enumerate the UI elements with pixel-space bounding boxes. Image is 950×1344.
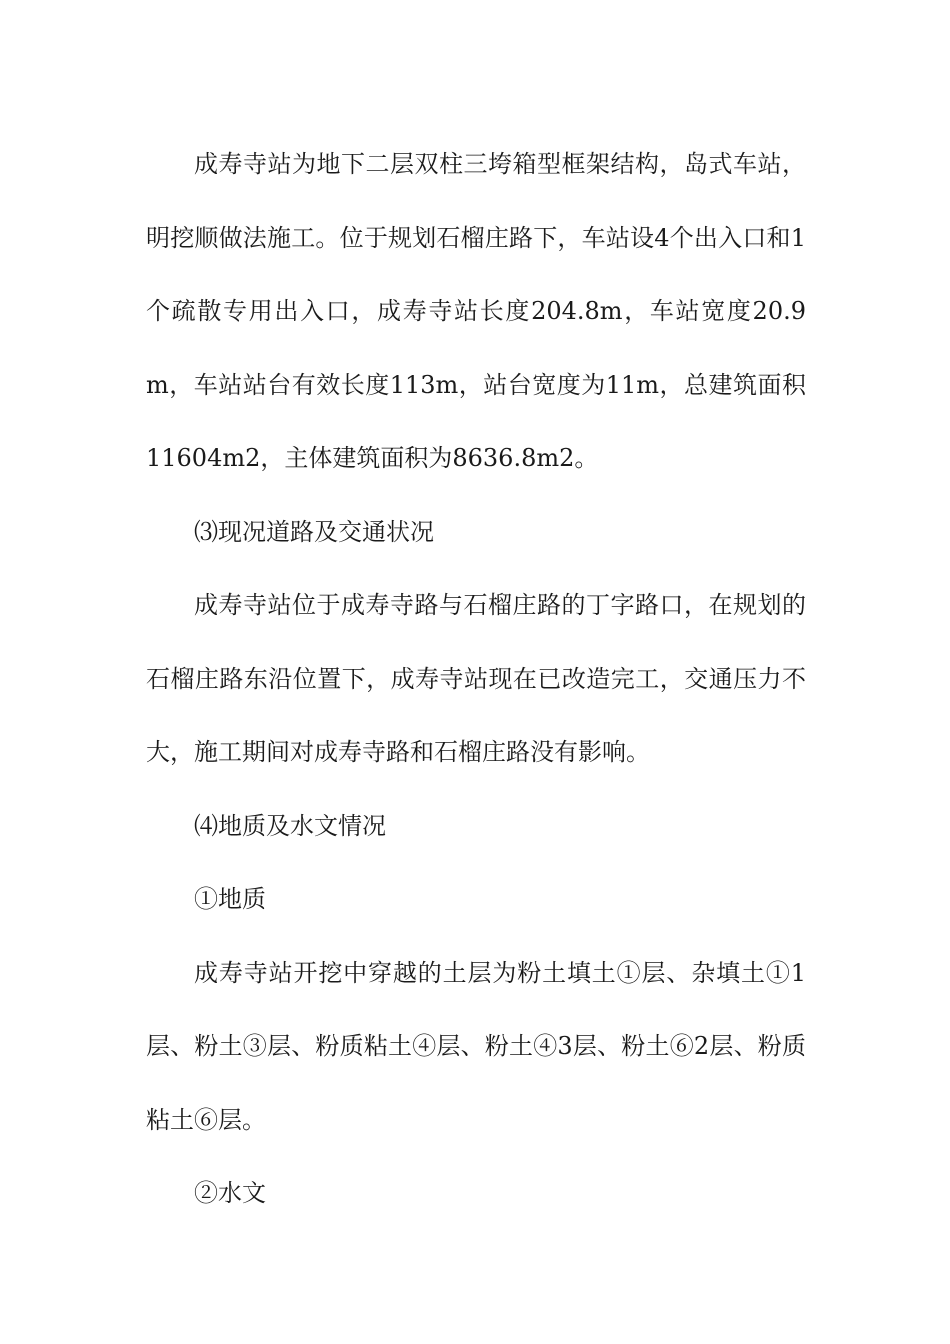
heading-hydrology: ②水文	[194, 1179, 266, 1207]
document-body	[146, 128, 806, 1231]
heading-geology-hydrology: ⑷地质及水文情况	[194, 811, 386, 840]
heading-road-traffic: ⑶现况道路及交通状况	[194, 517, 434, 546]
paragraph-station-structure: 成寿寺站为地下二层双柱三垮箱型框架结构，岛式车站，明挖顺做法施工。位于规划石榴庄路下，车站设4个出入口和1个疏散专用出入口，成寿寺站长度204.8m，车站宽度20.9m，车站站台有效长度113m，站台宽度为11m，总建筑面积11604m2，主体建筑面积为8636.8m2。	[146, 150, 806, 472]
heading-geology: ①地质	[194, 885, 266, 913]
paragraph-geology: 成寿寺站开挖中穿越的土层为粉土填土①层、杂填土①1层、粉土③层、粉质粘土④层、粉土④3层、粉土⑥2层、粉质粘土⑥层。	[146, 958, 806, 1134]
paragraph-road-traffic: 成寿寺站位于成寿寺路与石榴庄路的丁字路口，在规划的石榴庄路东沿位置下，成寿寺站现在已改造完工，交通压力不大，施工期间对成寿寺路和石榴庄路没有影响。	[146, 591, 806, 766]
